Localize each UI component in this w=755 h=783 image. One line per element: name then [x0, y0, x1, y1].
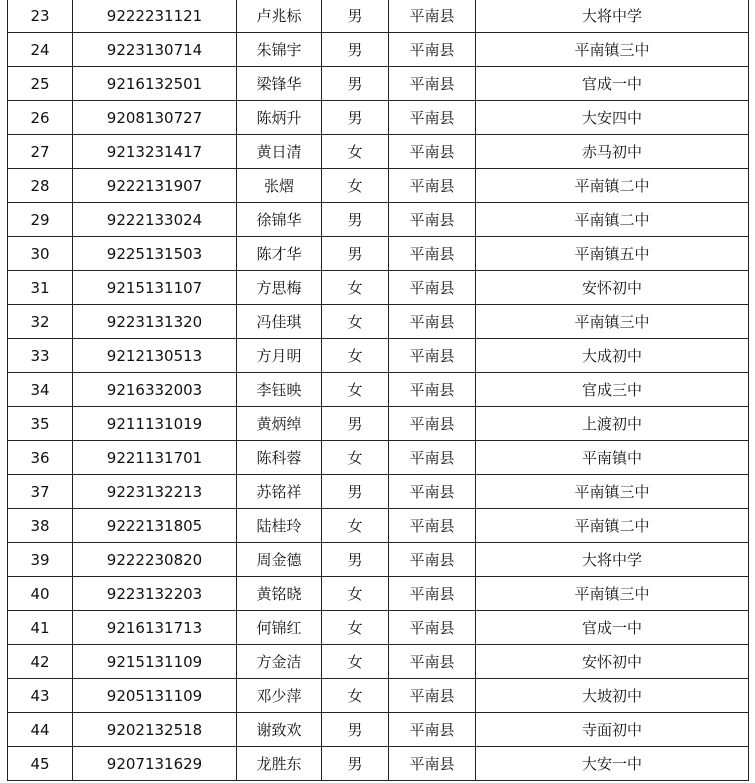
school-cell: 大将中学 — [476, 0, 749, 33]
table-row — [8, 373, 749, 407]
row-number-cell: 36 — [8, 441, 73, 475]
table-row — [8, 611, 749, 645]
table-row — [8, 339, 749, 373]
row-number-cell: 31 — [8, 271, 73, 305]
school-cell: 官成三中 — [476, 373, 749, 407]
name-cell: 陈炳升 — [237, 101, 322, 135]
row-number-cell: 32 — [8, 305, 73, 339]
row-number-cell: 45 — [8, 747, 73, 781]
school-cell: 赤马初中 — [476, 135, 749, 169]
county-cell: 平南县 — [389, 713, 476, 747]
county-cell: 平南县 — [389, 0, 476, 33]
exam-id-cell: 9222131907 — [73, 169, 237, 203]
exam-id-cell: 9222231121 — [73, 0, 237, 33]
county-cell: 平南县 — [389, 475, 476, 509]
county-cell: 平南县 — [389, 441, 476, 475]
county-cell: 平南县 — [389, 339, 476, 373]
name-cell: 周金德 — [237, 543, 322, 577]
name-cell: 邓少萍 — [237, 679, 322, 713]
row-number-cell: 24 — [8, 33, 73, 67]
school-cell: 官成一中 — [476, 67, 749, 101]
exam-id-cell: 9225131503 — [73, 237, 237, 271]
county-cell: 平南县 — [389, 67, 476, 101]
row-number-cell: 35 — [8, 407, 73, 441]
county-cell: 平南县 — [389, 33, 476, 67]
school-cell: 官成一中 — [476, 611, 749, 645]
county-cell: 平南县 — [389, 407, 476, 441]
gender-cell: 男 — [322, 713, 389, 747]
gender-cell: 女 — [322, 135, 389, 169]
name-cell: 谢致欢 — [237, 713, 322, 747]
school-cell: 安怀初中 — [476, 271, 749, 305]
school-cell: 大安一中 — [476, 747, 749, 781]
exam-id-cell: 9215131107 — [73, 271, 237, 305]
county-cell: 平南县 — [389, 577, 476, 611]
name-cell: 冯佳琪 — [237, 305, 322, 339]
row-number-cell: 26 — [8, 101, 73, 135]
row-number-cell: 23 — [8, 0, 73, 33]
county-cell: 平南县 — [389, 305, 476, 339]
row-number-cell: 42 — [8, 645, 73, 679]
table-row — [8, 441, 749, 475]
gender-cell: 男 — [322, 203, 389, 237]
table-row — [8, 577, 749, 611]
county-cell: 平南县 — [389, 373, 476, 407]
row-number-cell: 39 — [8, 543, 73, 577]
exam-id-cell: 9215131109 — [73, 645, 237, 679]
exam-id-cell: 9211131019 — [73, 407, 237, 441]
exam-id-cell: 9223132203 — [73, 577, 237, 611]
gender-cell: 女 — [322, 169, 389, 203]
school-cell: 大成初中 — [476, 339, 749, 373]
table-row — [8, 169, 749, 203]
exam-id-cell: 9208130727 — [73, 101, 237, 135]
gender-cell: 男 — [322, 407, 389, 441]
row-number-cell: 43 — [8, 679, 73, 713]
school-cell: 大安四中 — [476, 101, 749, 135]
name-cell: 方月明 — [237, 339, 322, 373]
table-row — [8, 747, 749, 781]
table-row — [8, 0, 749, 33]
name-cell: 陆桂玲 — [237, 509, 322, 543]
gender-cell: 女 — [322, 679, 389, 713]
name-cell: 梁锋华 — [237, 67, 322, 101]
exam-id-cell: 9222131805 — [73, 509, 237, 543]
gender-cell: 女 — [322, 339, 389, 373]
gender-cell: 女 — [322, 441, 389, 475]
gender-cell: 女 — [322, 509, 389, 543]
county-cell: 平南县 — [389, 509, 476, 543]
county-cell: 平南县 — [389, 679, 476, 713]
county-cell: 平南县 — [389, 101, 476, 135]
gender-cell: 男 — [322, 0, 389, 33]
row-number-cell: 41 — [8, 611, 73, 645]
school-cell: 平南镇三中 — [476, 305, 749, 339]
school-cell: 平南镇三中 — [476, 33, 749, 67]
county-cell: 平南县 — [389, 271, 476, 305]
school-cell: 平南镇三中 — [476, 475, 749, 509]
row-number-cell: 25 — [8, 67, 73, 101]
exam-id-cell: 9222133024 — [73, 203, 237, 237]
county-cell: 平南县 — [389, 611, 476, 645]
row-number-cell: 44 — [8, 713, 73, 747]
name-cell: 陈科蓉 — [237, 441, 322, 475]
name-cell: 徐锦华 — [237, 203, 322, 237]
row-number-cell: 30 — [8, 237, 73, 271]
school-cell: 平南镇二中 — [476, 509, 749, 543]
row-number-cell: 29 — [8, 203, 73, 237]
table-row — [8, 101, 749, 135]
table-row — [8, 543, 749, 577]
exam-id-cell: 9202132518 — [73, 713, 237, 747]
row-number-cell: 38 — [8, 509, 73, 543]
name-cell: 方思梅 — [237, 271, 322, 305]
table-row — [8, 509, 749, 543]
county-cell: 平南县 — [389, 543, 476, 577]
school-cell: 平南镇二中 — [476, 203, 749, 237]
row-number-cell: 27 — [8, 135, 73, 169]
name-cell: 张熠 — [237, 169, 322, 203]
exam-id-cell: 9207131629 — [73, 747, 237, 781]
table-row — [8, 305, 749, 339]
gender-cell: 男 — [322, 237, 389, 271]
gender-cell: 男 — [322, 747, 389, 781]
table-row — [8, 33, 749, 67]
exam-id-cell: 9216131713 — [73, 611, 237, 645]
exam-id-cell: 9205131109 — [73, 679, 237, 713]
table-row — [8, 645, 749, 679]
row-number-cell: 33 — [8, 339, 73, 373]
exam-id-cell: 9212130513 — [73, 339, 237, 373]
table-row — [8, 67, 749, 101]
school-cell: 平南镇二中 — [476, 169, 749, 203]
name-cell: 何锦红 — [237, 611, 322, 645]
gender-cell: 女 — [322, 611, 389, 645]
exam-id-cell: 9221131701 — [73, 441, 237, 475]
student-table — [7, 0, 749, 781]
table-row — [8, 475, 749, 509]
gender-cell: 男 — [322, 33, 389, 67]
school-cell: 寺面初中 — [476, 713, 749, 747]
table-row — [8, 679, 749, 713]
gender-cell: 女 — [322, 305, 389, 339]
school-cell: 平南镇中 — [476, 441, 749, 475]
school-cell: 大将中学 — [476, 543, 749, 577]
table-row — [8, 135, 749, 169]
name-cell: 卢兆标 — [237, 0, 322, 33]
name-cell: 朱锦宇 — [237, 33, 322, 67]
table-row — [8, 237, 749, 271]
school-cell: 上渡初中 — [476, 407, 749, 441]
school-cell: 平南镇五中 — [476, 237, 749, 271]
exam-id-cell: 9216132501 — [73, 67, 237, 101]
table-body — [8, 0, 749, 781]
county-cell: 平南县 — [389, 203, 476, 237]
county-cell: 平南县 — [389, 645, 476, 679]
school-cell: 大坡初中 — [476, 679, 749, 713]
name-cell: 苏铭祥 — [237, 475, 322, 509]
gender-cell: 男 — [322, 475, 389, 509]
exam-id-cell: 9222230820 — [73, 543, 237, 577]
table-row — [8, 203, 749, 237]
table-row — [8, 713, 749, 747]
gender-cell: 男 — [322, 67, 389, 101]
school-cell: 平南镇三中 — [476, 577, 749, 611]
name-cell: 龙胜东 — [237, 747, 322, 781]
exam-id-cell: 9213231417 — [73, 135, 237, 169]
county-cell: 平南县 — [389, 747, 476, 781]
table-row — [8, 407, 749, 441]
gender-cell: 女 — [322, 373, 389, 407]
county-cell: 平南县 — [389, 237, 476, 271]
name-cell: 黄铭晓 — [237, 577, 322, 611]
row-number-cell: 28 — [8, 169, 73, 203]
name-cell: 黄日清 — [237, 135, 322, 169]
exam-id-cell: 9223130714 — [73, 33, 237, 67]
gender-cell: 女 — [322, 577, 389, 611]
name-cell: 陈才华 — [237, 237, 322, 271]
table-row — [8, 271, 749, 305]
school-cell: 安怀初中 — [476, 645, 749, 679]
gender-cell: 女 — [322, 645, 389, 679]
row-number-cell: 37 — [8, 475, 73, 509]
row-number-cell: 40 — [8, 577, 73, 611]
name-cell: 黄炳绰 — [237, 407, 322, 441]
name-cell: 李钰映 — [237, 373, 322, 407]
exam-id-cell: 9223132213 — [73, 475, 237, 509]
row-number-cell: 34 — [8, 373, 73, 407]
county-cell: 平南县 — [389, 169, 476, 203]
exam-id-cell: 9216332003 — [73, 373, 237, 407]
name-cell: 方金洁 — [237, 645, 322, 679]
gender-cell: 男 — [322, 101, 389, 135]
gender-cell: 女 — [322, 271, 389, 305]
county-cell: 平南县 — [389, 135, 476, 169]
gender-cell: 男 — [322, 543, 389, 577]
exam-id-cell: 9223131320 — [73, 305, 237, 339]
